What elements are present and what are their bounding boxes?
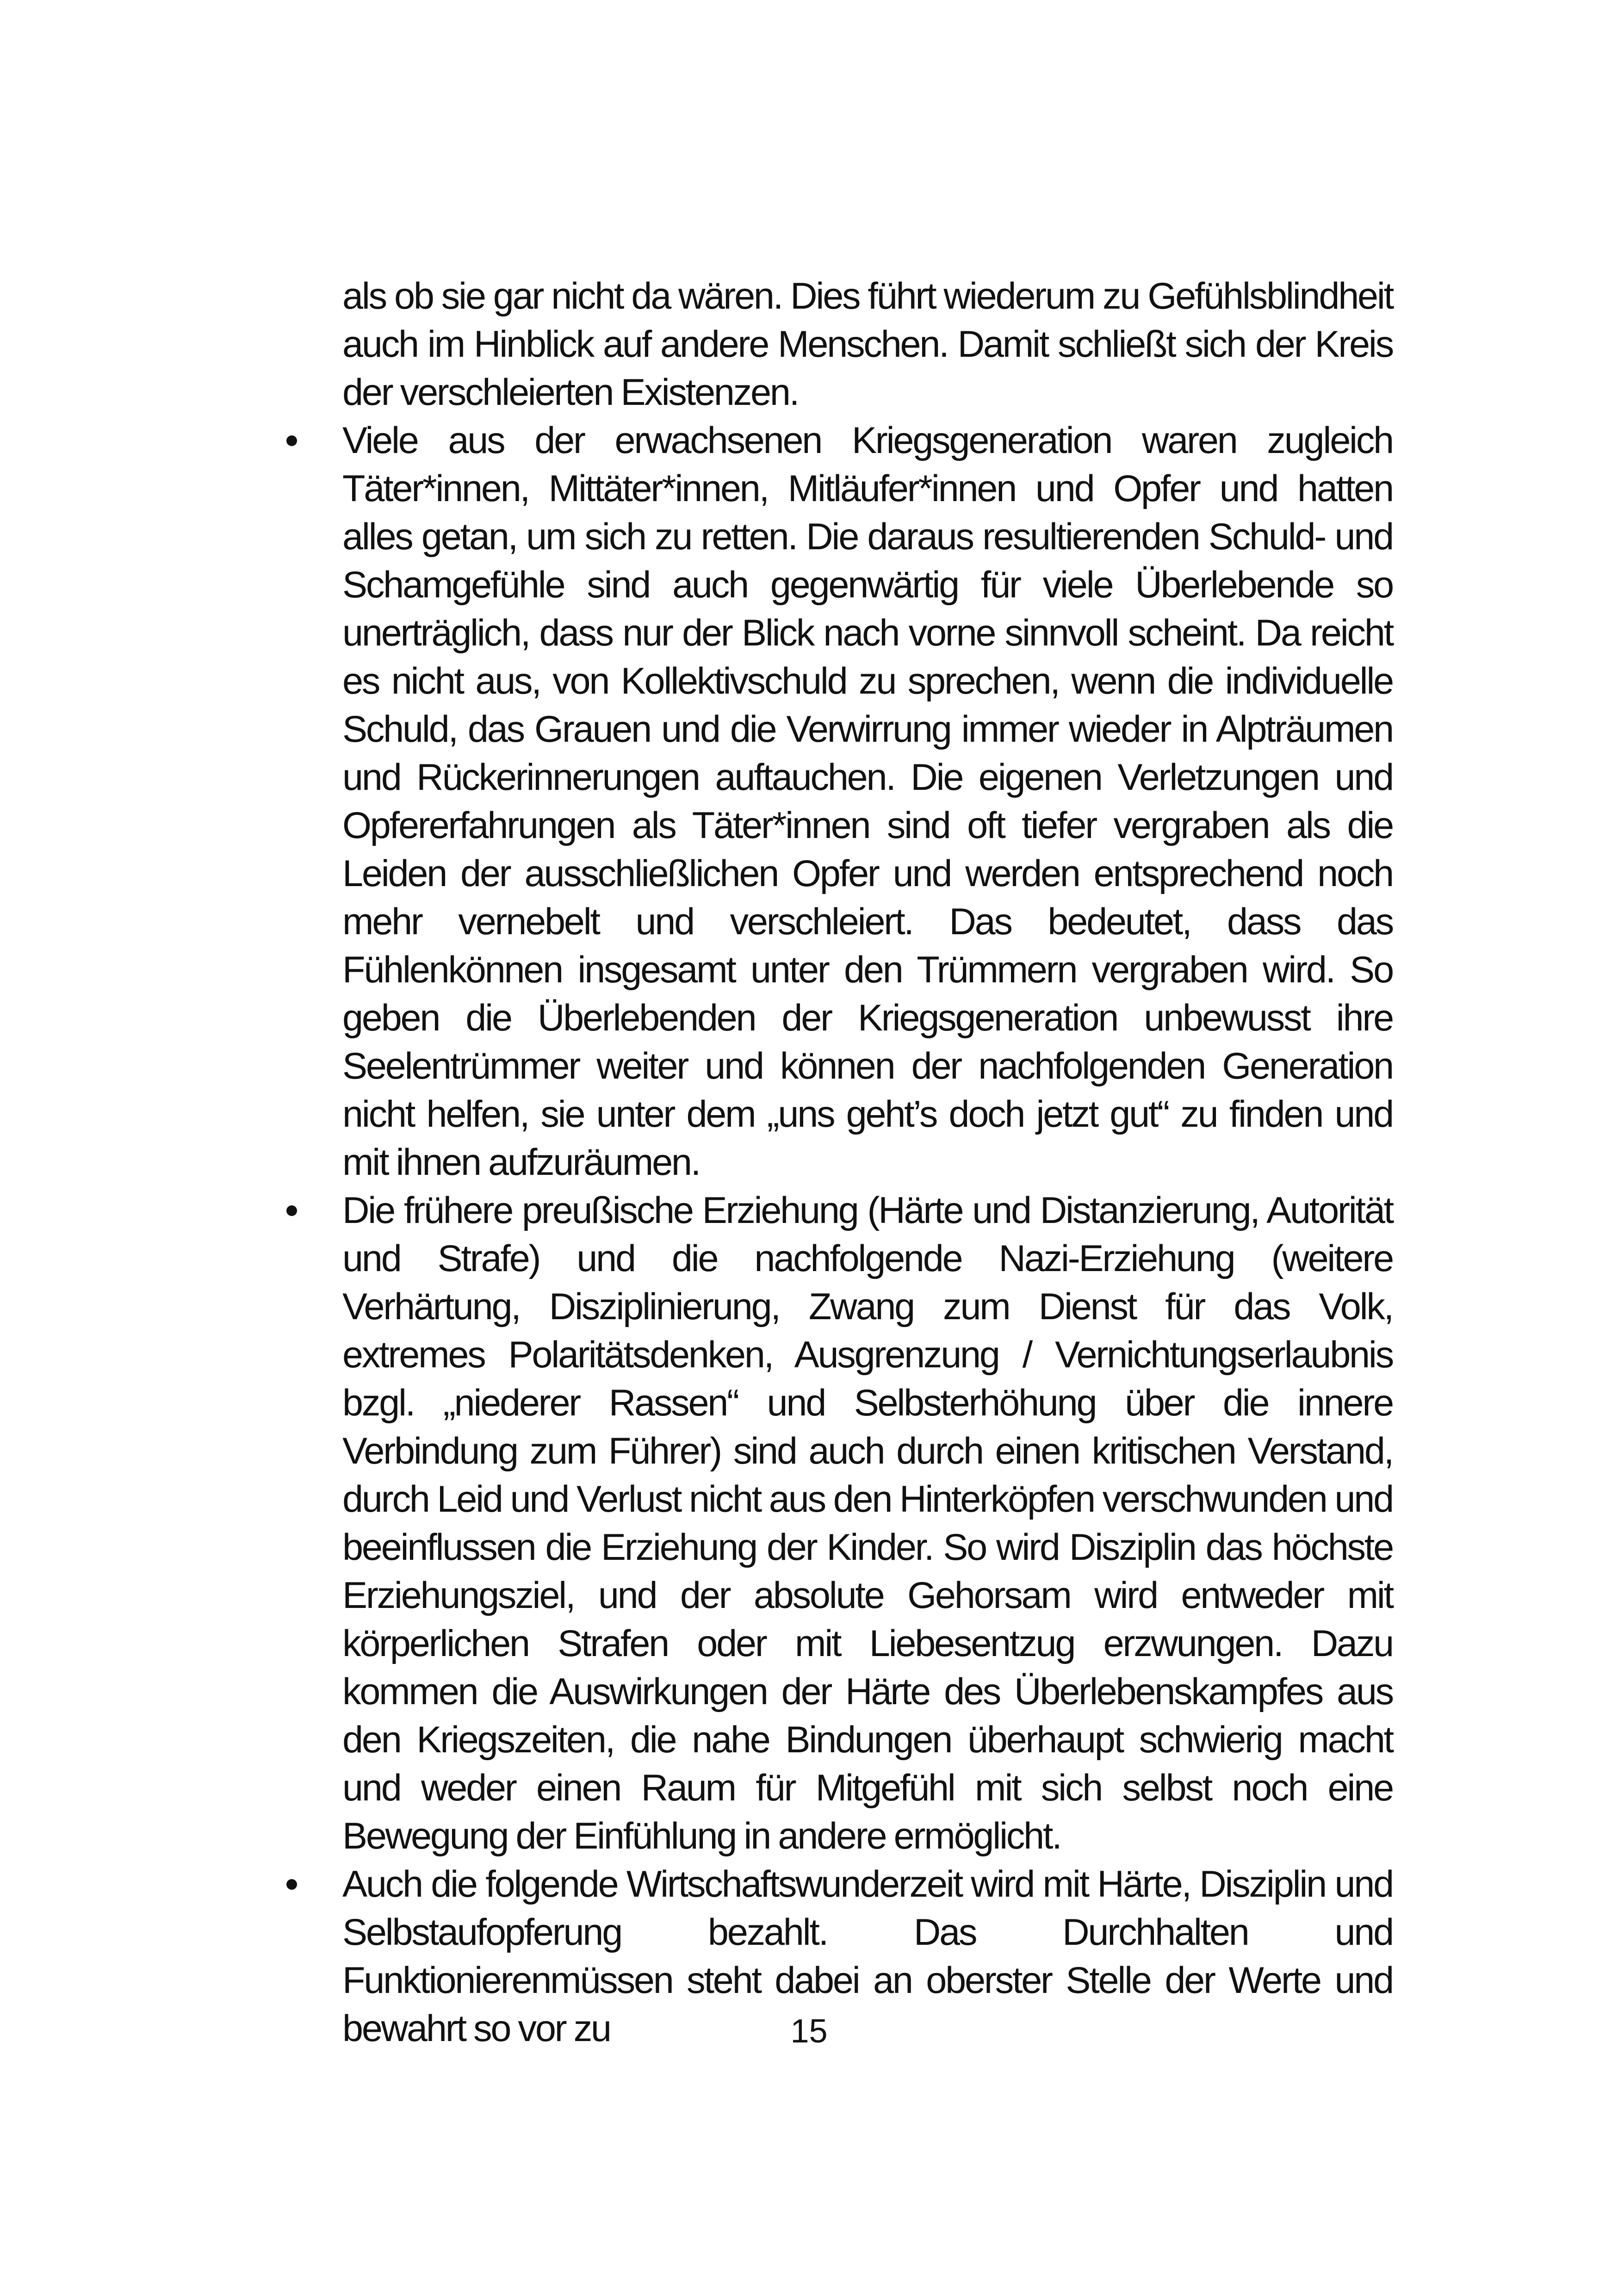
bullet-icon xyxy=(282,1186,301,1235)
intro-paragraph: als ob sie gar nicht da wären. Dies führt wiederum zu Gefühlsblindheit auch im Hinblick auf andere Menschen. Damit schließt sich der Kreis der verschleierten Existenzen. xyxy=(342,275,1393,413)
list-item-text: Die frühere preußische Erziehung (Härte und Distanzierung, Autorität und Strafe) und die nachfolgende Nazi-Erziehung (weitere Verhärtung, Disziplinierung, Zwang zum Dienst für das Volk, extremes Polaritätsdenken, Ausgrenzung / Vernichtungserlaubnis bzgl. „niederer Rassen“ und Selbsterhöhung über die innere Verbindung zum Führer) sind auch durch einen kritischen Verstand, durch Leid und Verlust nicht aus den Hinterköpfen verschwunden und beeinflussen die Erziehung der Kinder. So wird Disziplin das höchste Erziehungsziel, und der absolute Gehorsam wird entweder mit körperlichen Strafen oder mit Liebesentzug erzwungen. Dazu kommen die Auswirkungen der Härte des Überlebenskampfes aus den Kriegszeiten, die nahe Bindungen überhaupt schwierig macht und weder einen Raum für Mitgefühl mit sich selbst noch eine Bewegung der Einfühlung in andere ermöglicht. xyxy=(342,1190,1393,1857)
bullet-list xyxy=(342,416,1393,2053)
page-number: 15 xyxy=(790,2013,828,2050)
list-item xyxy=(342,416,1393,1186)
list-item-text: Viele aus der erwachsenen Kriegsgeneration waren zugleich Täter*innen, Mittäter*innen, Mitläufer*innen und Opfer und hatten alles getan, um sich zu retten. Die daraus resultierenden Schuld- und Schamgefühle sind auch gegenwärtig für viele Überlebende so unerträglich, dass nur der Blick nach vorne sinnvoll scheint. Da reicht es nicht aus, von Kollektivschuld zu sprechen, wenn die individuelle Schuld, das Grauen und die Verwirrung immer wieder in Alpträumen und Rückerinnerungen auftauchen. Die eigenen Verletzungen und Opfererfahrungen als Täter*innen sind oft tiefer vergraben als die Leiden der ausschließlichen Opfer und werden entsprechend noch mehr vernebelt und verschleiert. Das bedeutet, dass das Fühlenkönnen insgesamt unter den Trümmern vergraben wird. So geben die Überlebenden der Kriegsgeneration unbewusst ihre Seelentrümmer weiter und können der nachfolgenden Generation nicht helfen, sie unter dem „uns geht’s doch jetzt gut“ zu finden und mit ihnen aufzuräumen. xyxy=(342,420,1393,1183)
bullet-icon xyxy=(282,1860,301,1908)
list-item xyxy=(342,1186,1393,1860)
bullet-icon xyxy=(282,416,301,465)
list-item-text: Auch die folgende Wirtschaftswunderzeit wird mit Härte, Disziplin und Selbstaufopferung bezahlt. Das Durchhalten und Funktionierenmüssen steht dabei an oberster Stelle der Werte und bewahrt so vor zu xyxy=(342,1863,1393,2049)
body-text xyxy=(342,272,1393,2053)
